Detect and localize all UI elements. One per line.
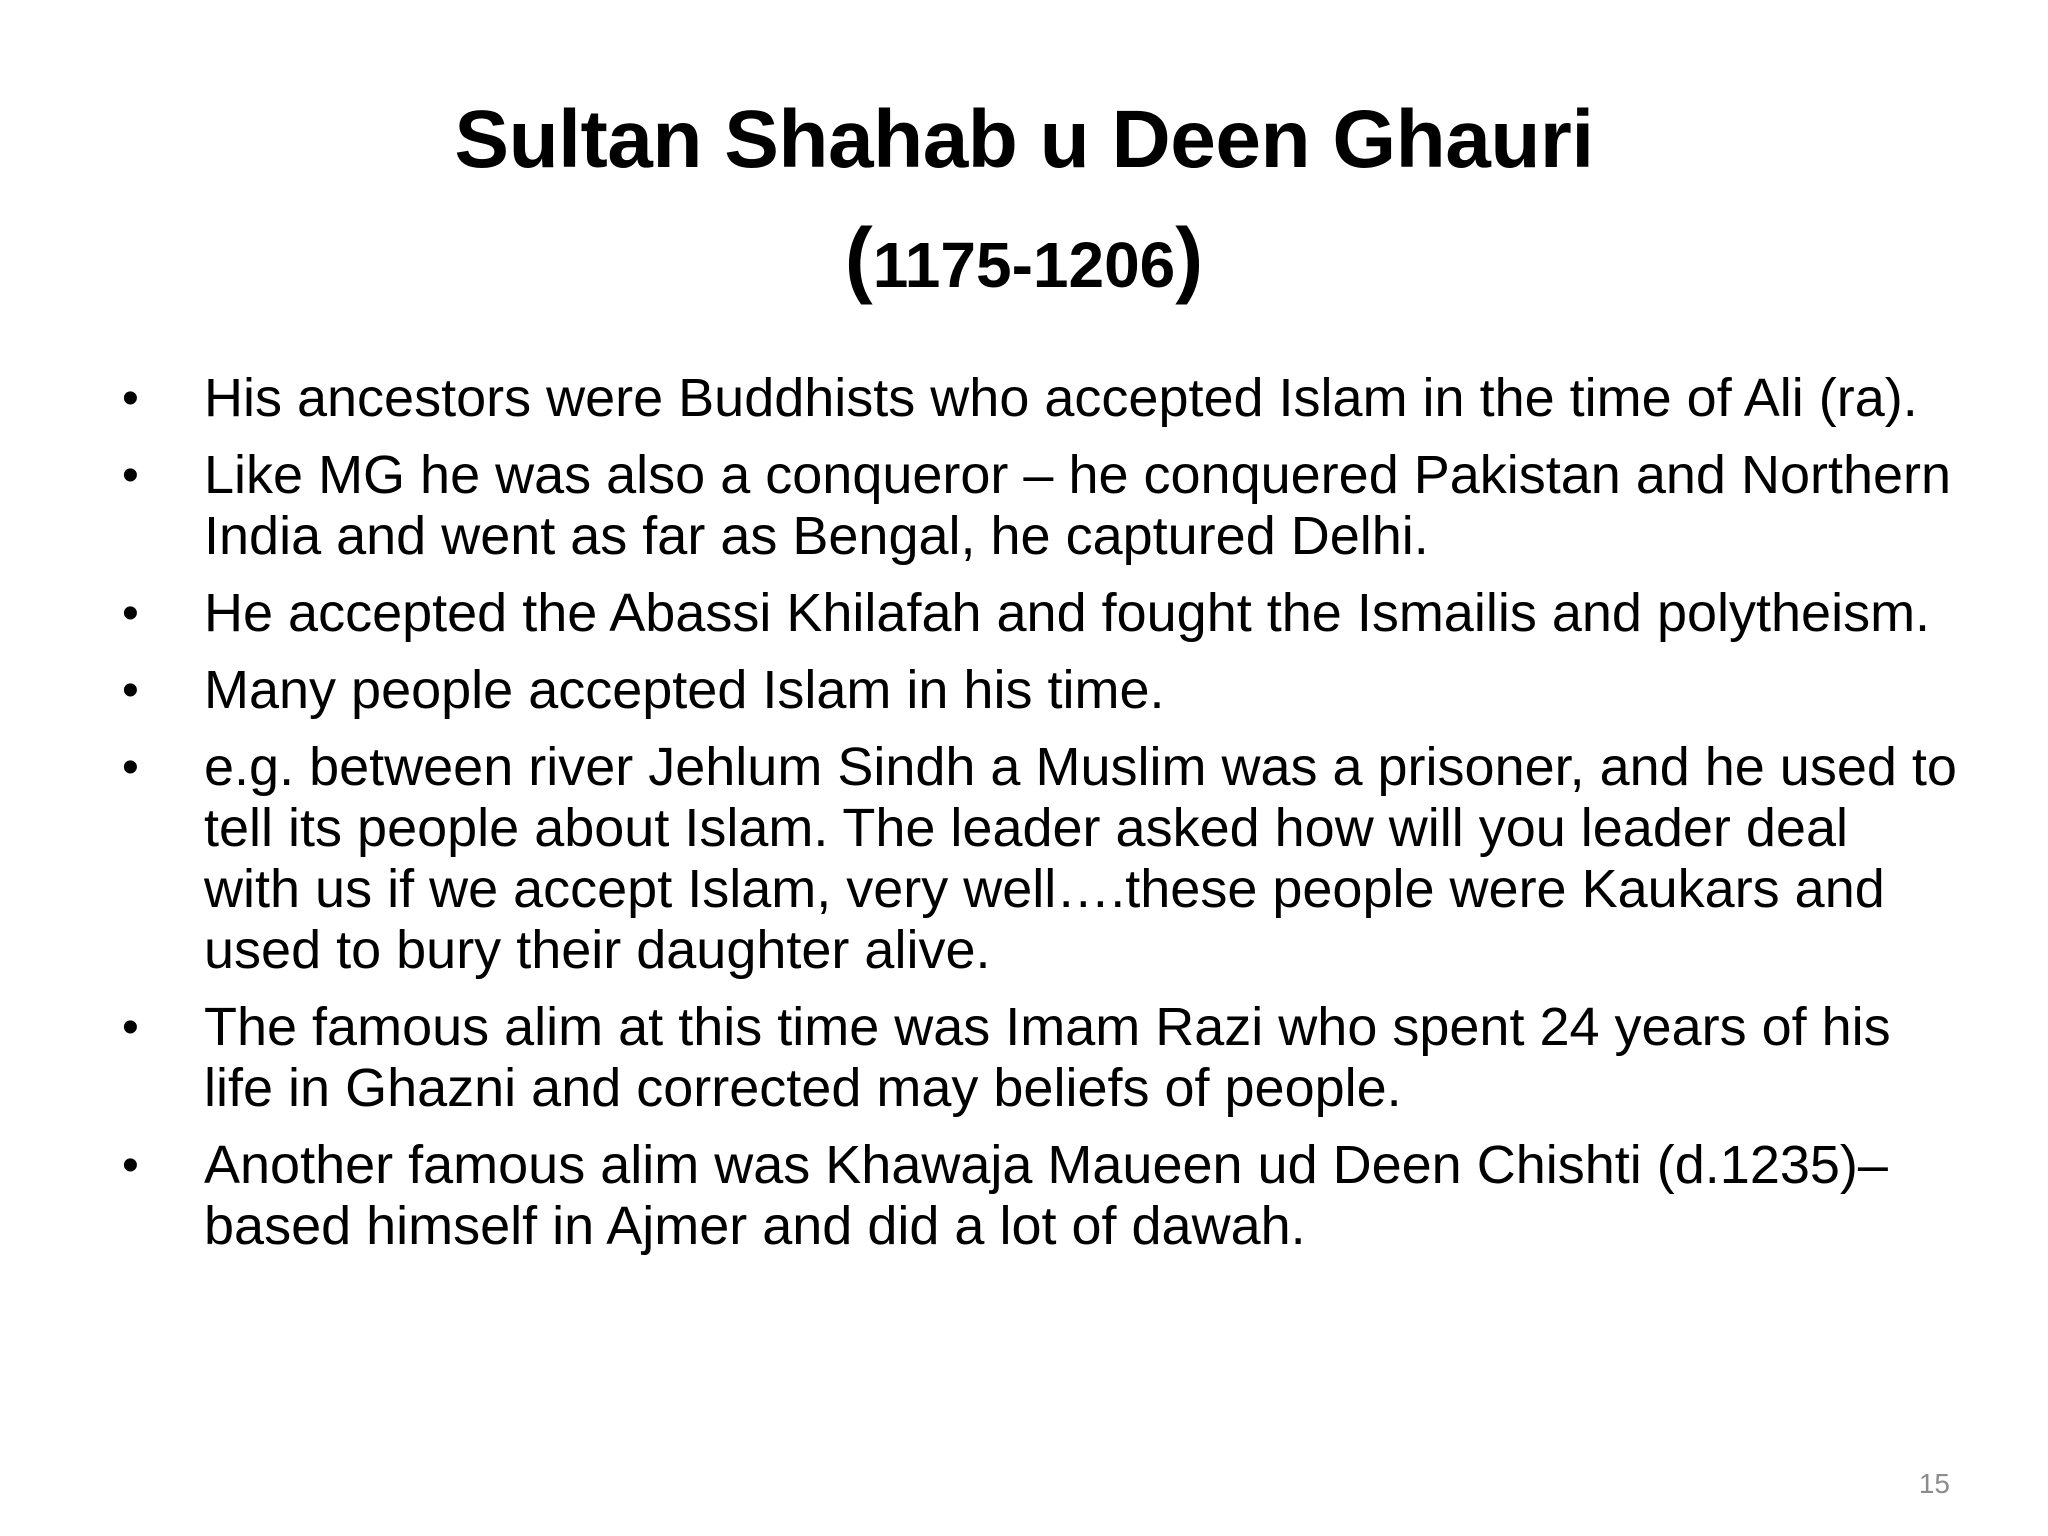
bullet-item [118, 737, 1958, 981]
bullet-text: Many people accepted Islam in his time. [204, 660, 1165, 720]
slide-title-block [0, 92, 2048, 331]
bullet-item [118, 660, 1958, 721]
page-number: 15 [1918, 1468, 1950, 1499]
bullet-dot-icon: • [122, 741, 139, 794]
bullet-dot-icon: • [122, 1001, 139, 1054]
subtitle-close-paren: ) [1175, 211, 1204, 305]
bullet-text: Like MG he was also a conqueror – he conquered Pakistan and Northern India and went as far as Bengal, he captured Delhi. [204, 445, 1952, 566]
bullet-text: Another famous alim was Khawaja Maueen ud Deen Chishti (d.1235)– based himself in Ajmer and did a lot of dawah. [204, 1135, 1888, 1256]
bullet-item [118, 583, 1958, 644]
bullet-text: e.g. between river Jehlum Sindh a Muslim was a prisoner, and he used to tell its people about Islam. The leader asked how will you leader deal with us if we accept Islam, very well….these people were Kaukars and used to bury their daughter alive. [204, 737, 1957, 980]
bullet-dot-icon: • [122, 664, 139, 717]
bullet-dot-icon: • [122, 1139, 139, 1192]
bullet-dot-icon: • [122, 449, 139, 502]
bullet-text: He accepted the Abassi Khilafah and fought the Ismailis and polytheism. [204, 583, 1931, 643]
slide-title: Sultan Shahab u Deen Ghauri [454, 94, 1594, 185]
subtitle-open-paren: ( [844, 211, 873, 305]
bullet-item [118, 445, 1958, 567]
bullet-item [118, 997, 1958, 1119]
slide-subtitle-years [0, 210, 2048, 331]
bullet-item [118, 1135, 1958, 1257]
bullet-text: The famous alim at this time was Imam Razi who spent 24 years of his life in Ghazni and corrected may beliefs of people. [204, 997, 1891, 1118]
bullet-dot-icon: • [122, 372, 139, 425]
bullet-item [118, 368, 1958, 429]
bullet-list [118, 368, 1958, 1273]
subtitle-years: 1175-1206 [872, 229, 1176, 301]
bullet-text: His ancestors were Buddhists who accepted Islam in the time of Ali (ra). [204, 368, 1918, 428]
bullet-dot-icon: • [122, 587, 139, 640]
